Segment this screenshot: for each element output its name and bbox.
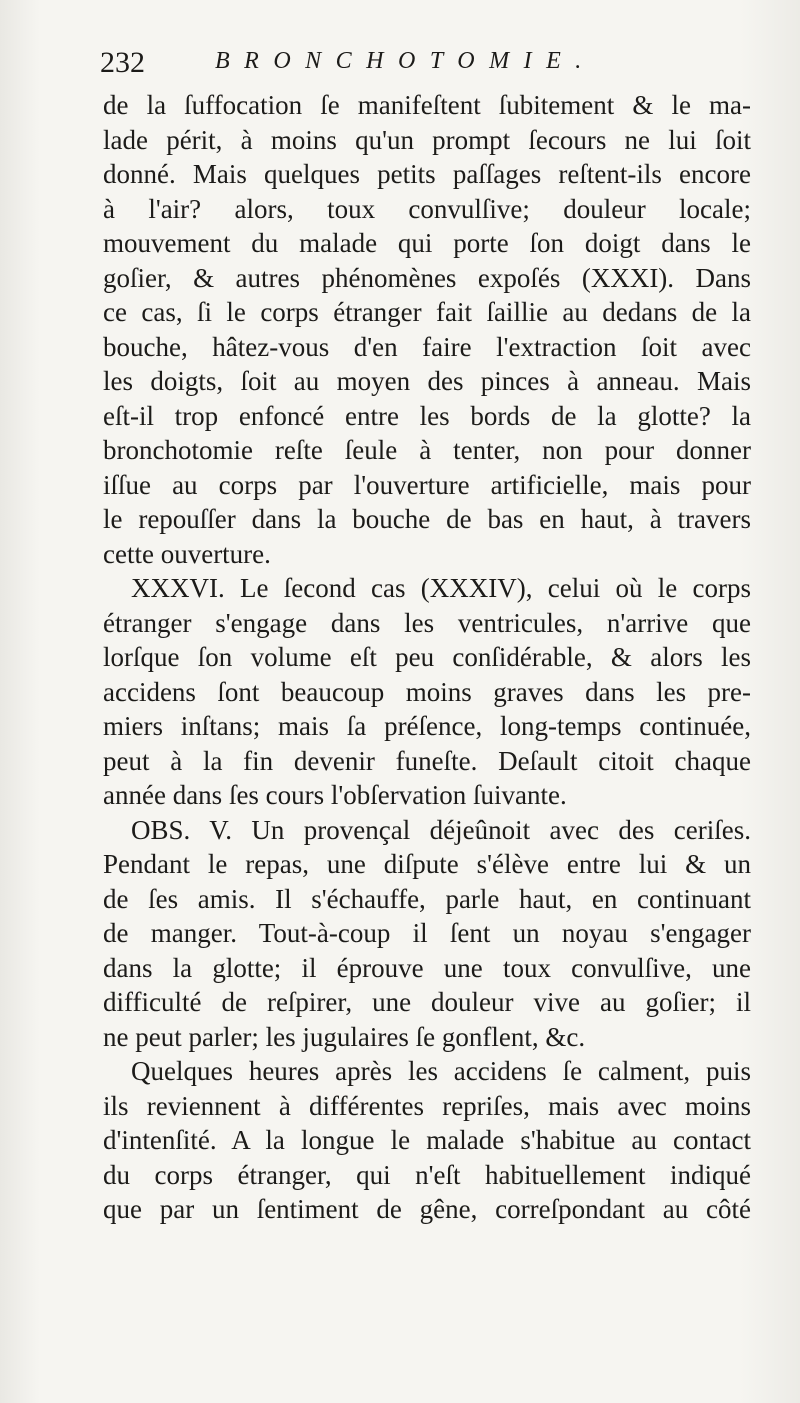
text-line: iſſue au corps par l'ouverture artificielle, mais pour [103,469,751,500]
paragraph [103,571,751,813]
text-line: de manger. Tout-à-coup il ſent un noyau s'engager [103,918,751,948]
text-line: eſt-il trop enfoncé entre les bords de la glotte? la [103,400,751,431]
text-line: donné. Mais quelques petits paſſages reſtent-ils encore [103,159,751,189]
text-line: année dans ſes cours l'obſervation ſuivante. [103,780,567,810]
paragraph [103,1054,751,1227]
text-line: ne peut parler; les jugulaires ſe gonflent, &c. [103,1021,586,1052]
text-line: de la ſuffocation ſe manifeſtent ſubitement & le ma- [103,90,751,120]
text-line: que par un ſentiment de gêne, correſpondant au côté [103,1194,751,1224]
text-line: ils reviennent à différentes repriſes, mais avec moins [103,1090,751,1121]
text-line: cette ouverture. [103,538,271,569]
running-head [100,46,740,86]
text-line: les doigts, ſoit au moyen des pinces à anneau. Mais [103,366,751,396]
text-line: lorſque ſon volume eſt peu conſidérable, & alors les [103,642,751,672]
text-line: accidens ſont beaucoup moins graves dans les pre- [103,676,751,707]
text-line: étranger s'engage dans les ventricules, n'arrive que [103,607,751,638]
running-title: BRONCHOTOMIE. [215,48,596,74]
text-line: bronchotomie reſte ſeule à tenter, non pour donner [103,435,751,465]
text-line: dans la glotte; il éprouve une toux convulſive, une [103,952,751,983]
text-line: Quelques heures après les accidens ſe calment, puis [131,1056,751,1086]
text-line: de ſes amis. Il s'échauffe, parle haut, en continuant [103,883,751,914]
text-line: d'intenſité. A la longue le malade s'habitue au contact [103,1125,751,1155]
text-line: peut à la fin devenir funeſte. Deſault citoit chaque [103,745,751,776]
text-line: bouche, hâtez-vous d'en faire l'extraction ſoit avec [103,331,751,362]
paragraph [103,813,751,1055]
text-line: OBS. V. Un provençal déjeûnoit avec des ceriſes. [131,814,751,845]
text-line: difficulté de reſpirer, une douleur vive au goſier; il [103,987,751,1017]
body-text [103,88,751,1227]
page-number: 232 [100,46,145,79]
text-line: miers inſtans; mais ſa préſence, long-temps continuée, [103,711,751,741]
text-line: mouvement du malade qui porte ſon doigt dans le [103,228,751,258]
paragraph [103,88,751,571]
text-line: du corps étranger, qui n'eſt habituellement indiqué [103,1159,751,1190]
text-line: à l'air? alors, toux convulſive; douleur locale; [103,193,751,224]
text-line: XXXVI. Le ſecond cas (XXXIV), celui où le corps [131,573,751,603]
text-line: Pendant le repas, une diſpute s'élève entre lui & un [103,849,751,879]
text-line: le repouſſer dans la bouche de bas en haut, à travers [103,504,751,534]
text-line: ce cas, ſi le corps étranger fait ſaillie au dedans de la [103,297,751,327]
text-line: lade périt, à moins qu'un prompt ſecours ne lui ſoit [103,124,751,155]
text-line: goſier, & autres phénomènes expoſés (XXXI). Dans [103,262,751,293]
